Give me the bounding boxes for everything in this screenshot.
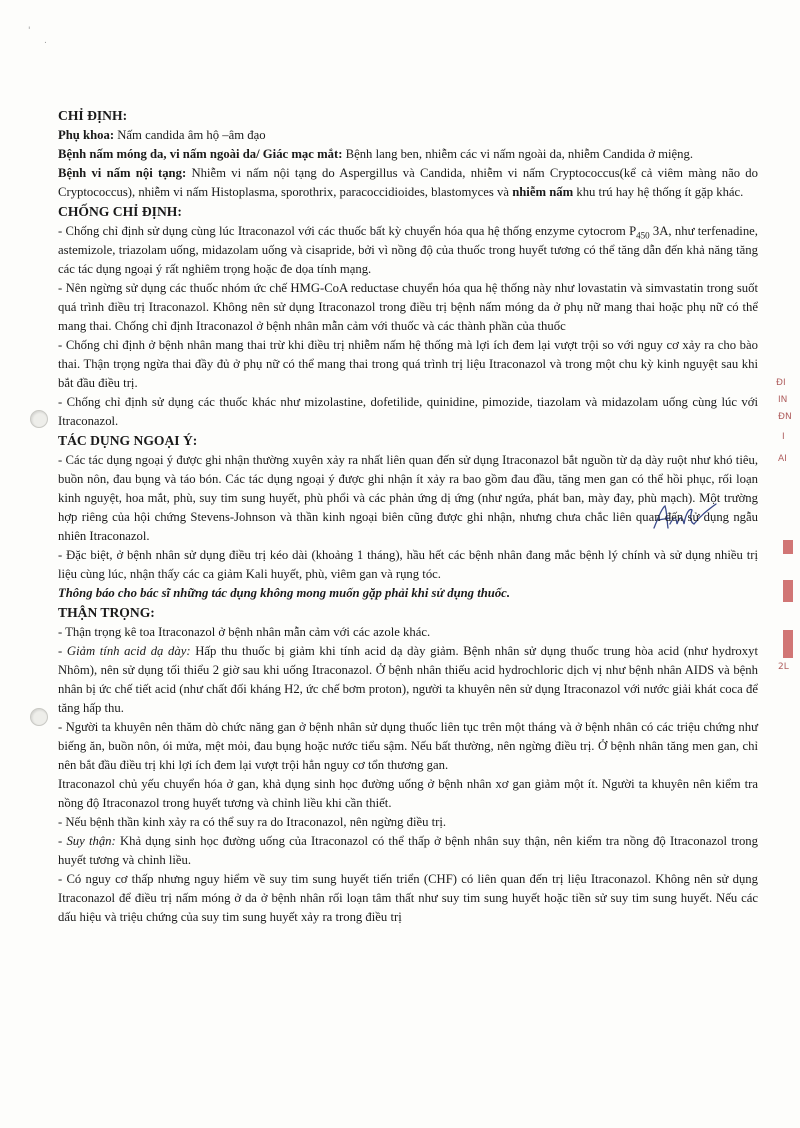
paragraph: - Nếu bệnh thần kinh xảy ra có thể suy ra do Itraconazol, nên ngừng điều trị. [58, 815, 447, 829]
paragraph: - Giảm tính acid dạ dày: Hấp thu thuốc bị giảm khi tính acid dạ dày giảm. Bệnh nhân sử dụng thuốc trung hòa acid (như hydroxyt Nhôm), nên sử dụng tối thiểu 2 giờ sau khi uống Itraconazol. Ở bệnh nhân thiếu acid hydrochloric dịch vị như bệnh nhân AIDS và bệnh nhân bị ức chế tiết acid (như chất đối kháng H2, ức chế bơm proton), người ta khuyên nên sử dụng Itraconazol với nước giải khát coca để tăng hấp thu. [58, 644, 758, 715]
indication-item [58, 164, 758, 202]
edge-text: AI [778, 454, 787, 464]
paragraph: - Chống chỉ định ở bệnh nhân mang thai trừ khi điều trị nhiễm nấm hệ thống mà lợi ích đem lại vượt trội so với nguy cơ xảy ra cho bào thai. Thận trọng ngừa thai đầy đủ ở phụ nữ có thể mang thai trong quá trình trị liệu Itraconazol và trong một chu kỳ kinh nguyệt sau khi bắt đầu điều trị. [58, 338, 758, 390]
item-label: Phụ khoa: [58, 128, 115, 142]
edge-text: ĐN [778, 412, 792, 422]
indication-item [58, 145, 758, 164]
punch-hole [30, 410, 48, 428]
subscript: 450 [636, 230, 650, 241]
precautions-section [58, 603, 758, 927]
paragraph: - Suy thận: Khả dụng sinh học đường uống của Itraconazol có thể thấp ở bệnh nhân suy thận, nên kiểm tra nồng độ Itraconazol trong huyết tương và chỉnh liều. [58, 834, 758, 867]
scan-speck: ' [28, 26, 31, 36]
item-text: khu trú hay hệ thống ít gặp khác. [573, 185, 744, 199]
item-text: Bệnh lang ben, nhiễm các vi nấm ngoài da, nhiễm Candida ở miệng. [342, 147, 694, 161]
paragraph: - Đặc biệt, ở bệnh nhân sử dụng điều trị kéo dài (khoảng 1 tháng), hầu hết các bệnh nhân đang mắc bệnh lý chính và sử dụng nhiều trị liệu cùng lúc, nhận thấy các ca giảm Kali huyết, phù, viêm gan và rụng tóc. [58, 548, 758, 581]
paragraph: - Thận trọng kê toa Itraconazol ở bệnh nhân mẫn cảm với các azole khác. [58, 625, 431, 639]
paragraph: - Chống chỉ định sử dụng các thuốc khác như mizolastine, dofetilide, quinidine, pimozide, tiazolam và midazolam uống cùng lúc với Itraconazol. [58, 395, 758, 428]
edge-stain [783, 540, 793, 554]
indication-item [58, 126, 758, 145]
punch-hole [30, 708, 48, 726]
item-text: Nấm candida âm hộ –âm đạo [114, 128, 266, 142]
item-label: Giảm tính acid dạ dày: [66, 644, 191, 658]
edge-stain [783, 580, 793, 602]
item-text: Nhiễm vi nấm nội tạng do Aspergillus và Candida, nhiễm vi nấm Cryptococcus(kể cả viêm màng não do Cryptococcus), nhiễm vi nấm Histoplasma, sporothrix, paracoccidioides, blastomyces và [58, 166, 758, 199]
item-label: Bệnh vi nấm nội tạng: [58, 166, 187, 180]
paragraph: Itraconazol chủ yếu chuyển hóa ở gan, khả dụng sinh học đường uống ở bệnh nhân xơ gan giảm một ít. Người ta khuyên nên kiểm tra nồng độ Itraconazol trong huyết tương và chỉnh liều khi cần thiết. [58, 777, 758, 810]
paragraph: - Các tác dụng ngoại ý được ghi nhận thường xuyên xảy ra nhất liên quan đến sử dụng Itraconazol bắt nguồn từ dạ dày ruột như khó tiêu, buồn nôn, đau bụng và táo bón. Các tác dụng ngoại ý được ghi nhận ít xảy ra bao gồm đau đầu, tăng men gan có thể hồi phục, rối loạn kinh nguyệt, hoa mắt, phù, suy tim sung huyết, phù phổi và các phản ứng dị ứng (như ngứa, phát ban, mày đay, phù mạch). Một trường hợp riêng của hội chứng Stevens-Johnson và thần kinh ngoại biên cũng được ghi nhận, nhưng chưa chắc liên quan đến sử dụng ngẫu nhiên Itraconazol. [58, 453, 758, 543]
indications-section [58, 106, 758, 202]
doctor-notice: Thông báo cho bác sĩ những tác dụng không mong muốn gặp phải khi sử dụng thuốc. [58, 586, 510, 600]
item-label: nhiễm nấm [512, 185, 574, 199]
section-heading: THẬN TRỌNG: [58, 605, 155, 620]
paragraph-text: Hấp thu thuốc bị giảm khi tính acid dạ dày giảm. Bệnh nhân sử dụng thuốc trung hòa acid (như hydroxyt Nhôm), nên sử dụng tối thiểu 2 giờ sau khi uống Itraconazol. Ở bệnh nhân thiếu acid hydrochloric dịch vị như bệnh nhân AIDS và bệnh nhân bị ức chế tiết acid (như chất đối kháng H2, ức chế bơm proton), người ta khuyên nên sử dụng Itraconazol với nước giải khát coca để tăng hấp thu. [58, 644, 758, 715]
section-heading: CHỈ ĐỊNH: [58, 108, 128, 123]
item-label: Suy thận: [66, 834, 116, 848]
contraindications-section [58, 202, 758, 431]
section-heading: TÁC DỤNG NGOẠI Ý: [58, 433, 198, 448]
side-effects-section [58, 431, 758, 603]
item-label: Bệnh nấm móng da, vi nấm ngoài da/ Giác mạc mắt: [58, 147, 343, 161]
paragraph-text: 3A, như terfenadine, astemizole, triazolam uống, midazolam uống và cisapride, bởi vì nồng độ của thuốc trong huyết tương có thể tăng dẫn đến khả năng tăng các tác dụng ngoại ý rất nghiêm trọng hoặc đe dọa tính mạng. [58, 224, 758, 276]
paragraph: - Có nguy cơ thấp nhưng nguy hiểm về suy tim sung huyết tiến triển (CHF) có liên quan đến trị liệu Itraconazol. Không nên sử dụng Itraconazol để điều trị nấm móng ở da ở bệnh nhân rối loạn tâm thất như suy tim sung huyết hoặc tiền sử suy tim sung huyết. Nếu các dấu hiệu và triệu chứng của suy tim sung huyết xảy ra trong điều trị [58, 872, 758, 924]
edge-text: 2L [778, 662, 789, 672]
paragraph: - Nên ngừng sử dụng các thuốc nhóm ức chế HMG-CoA reductase chuyển hóa qua hệ thống này như lovastatin và simvastatin trong suốt quá trình điều trị Itraconazol. Không nên sử dụng Itraconazol trong điều trị bệnh nấm móng da ở phụ nữ mang thai hoặc phụ nữ có thể mang thai. Chống chỉ định Itraconazol ở bệnh nhân mẫn cảm với thuốc và các thành phần của thuốc [58, 281, 758, 333]
section-heading: CHỐNG CHỈ ĐỊNH: [58, 204, 182, 219]
edge-text: I [782, 432, 785, 442]
document-page [58, 106, 758, 927]
paragraph [58, 222, 758, 279]
edge-text: ĐI [776, 378, 786, 388]
paragraph-text: - Chống chỉ định sử dụng cùng lúc Itraconazol với các thuốc bất kỳ chuyển hóa qua hệ thống enzyme cytocrom P [58, 224, 637, 238]
scan-speck: . [44, 36, 47, 46]
paragraph-text: Khả dụng sinh học đường uống của Itraconazol có thể thấp ở bệnh nhân suy thận, nên kiểm tra nồng độ Itraconazol trong huyết tương và chỉnh liều. [58, 834, 758, 867]
paragraph: - Người ta khuyên nên thăm dò chức năng gan ở bệnh nhân sử dụng thuốc liên tục trên một tháng và ở bệnh nhân có các triệu chứng như biếng ăn, buồn nôn, ói mửa, mệt mỏi, đau bụng hoặc nước tiểu sậm. Nếu bất thường, nên ngừng điều trị. Ở bệnh nhân tăng men gan, chỉ nên bắt đầu điều trị khi lợi ích đem lại vượt trội hẳn nguy cơ tổn thương gan. [58, 720, 758, 772]
edge-stain [783, 630, 793, 658]
edge-text: IN [778, 395, 788, 405]
